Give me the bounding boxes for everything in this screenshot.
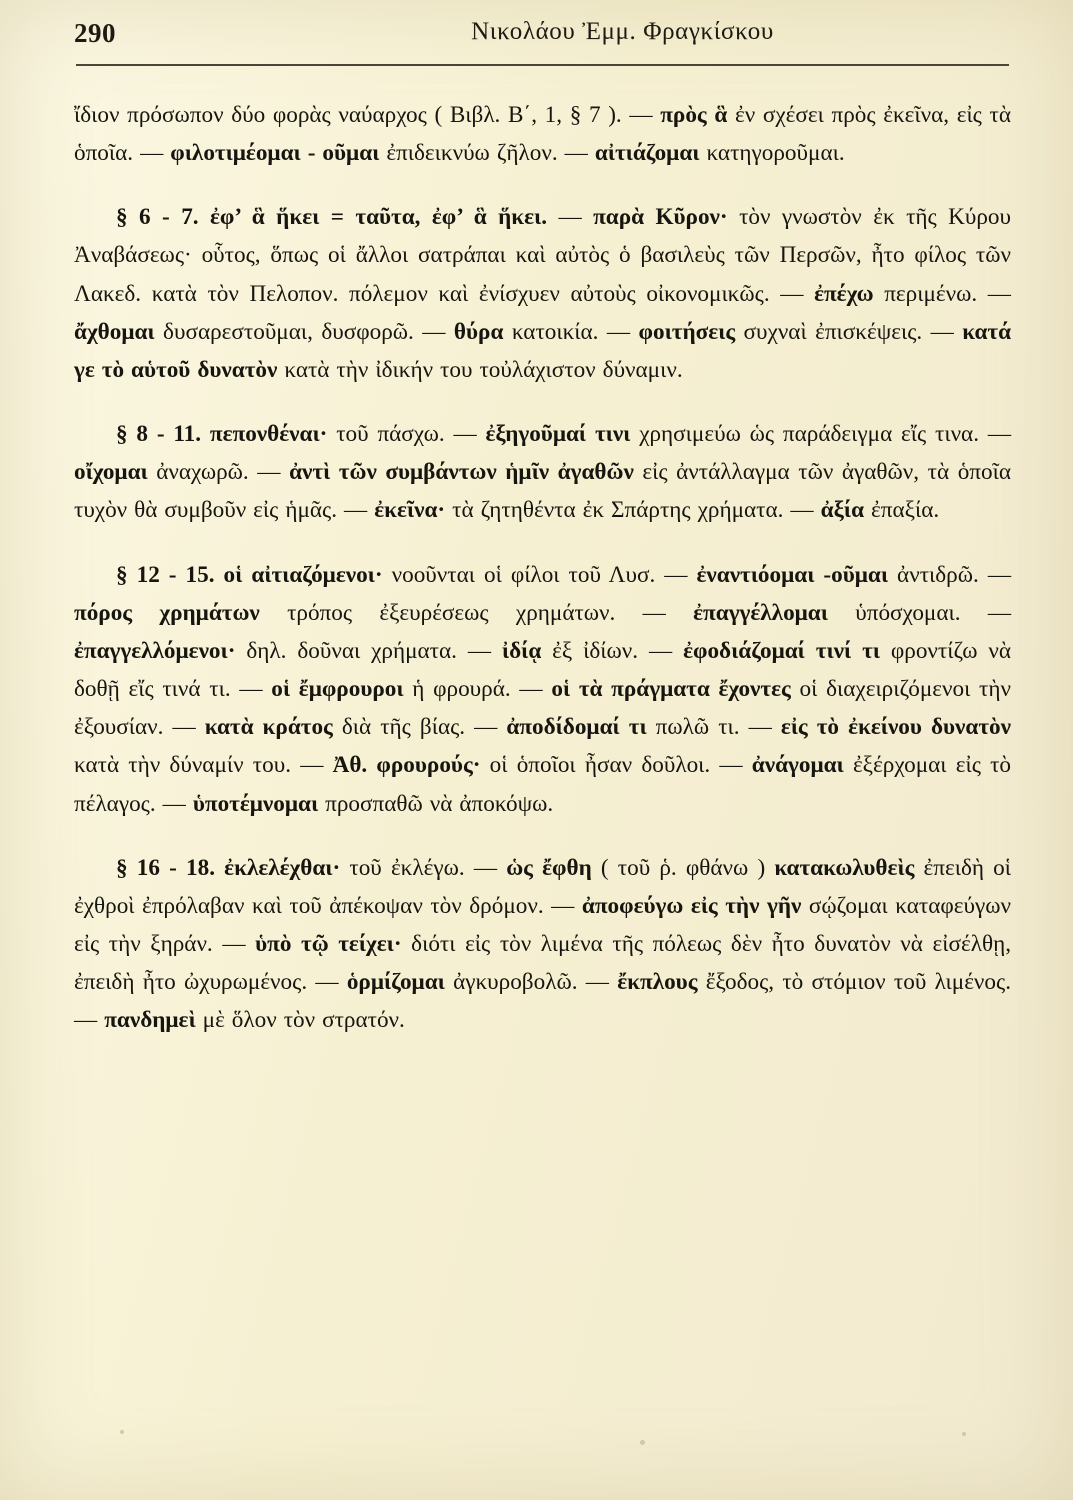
gloss-text: ἀναχωρῶ. — xyxy=(147,459,290,486)
page-body xyxy=(74,96,1011,1039)
lemma-text: ἐπαγγελλόμενοι· xyxy=(74,637,236,664)
lemma-text: ἐφοδιάζομαί τινί τι xyxy=(683,637,880,664)
gloss-text: δυσαρεστοῦμαι, δυσφορῶ. — xyxy=(154,318,454,345)
paper-speck xyxy=(640,1440,645,1445)
gloss-text: ἀγκυροβολῶ. — xyxy=(444,969,618,996)
gloss-text: μὲ ὅλον τὸν στρατόν. xyxy=(195,1007,405,1034)
lemma-text: ἀποφεύγω εἰς τὴν γῆν xyxy=(581,892,802,919)
lemma-text: πόρος χρημάτων xyxy=(74,599,260,626)
lemma-text: § 16 - 18. ἐκλελέχθαι· xyxy=(116,854,341,881)
gloss-text: ἐξ ἰδίων. — xyxy=(541,637,684,664)
paper-speck xyxy=(962,1432,966,1436)
lemma-text: § 8 - 11. πεπονθέναι· xyxy=(116,421,328,448)
gloss-text: συχναὶ ἐπισκέψεις. — xyxy=(735,318,963,345)
lemma-text: ἃ xyxy=(714,102,728,128)
gloss-text: οἱ ὁποῖοι ἦσαν δοῦλοι. — xyxy=(480,752,752,779)
gloss-text: κατὰ τὴν δύναμίν του. — xyxy=(74,752,333,779)
gloss-text: οἱ διαχειριζόμενοι τὴν ἐξουσίαν. — xyxy=(74,676,1011,741)
lemma-text: παρὰ Κῦρον· xyxy=(593,204,728,231)
lemma-text: κατὰ κράτος xyxy=(204,714,333,741)
lemma-text: αἰτιάζομαι xyxy=(594,140,700,167)
paragraph xyxy=(74,415,1011,529)
gloss-text: διότι εἰς τὸν λιμένα τῆς πόλεως δὲν ἦτο δυνατὸν νὰ εἰσέλθῃ, ἐπειδὴ ἦτο ὠχυρωμένος. — xyxy=(74,930,1011,996)
gloss-text: διὰ τῆς βίας. — xyxy=(332,714,507,741)
lemma-text: πανδημεὶ xyxy=(104,1007,196,1034)
gloss-text: κατοικία. — xyxy=(503,318,639,345)
gloss-text: σῴζομαι καταφεύγων εἰς τὴν ξηράν. — xyxy=(74,892,1011,957)
lemma-text: εἰς τὸ ἐκείνου δυνατὸν xyxy=(780,714,1011,741)
gloss-text: νοοῦνται οἱ φίλοι τοῦ Λυσ. — xyxy=(382,561,697,588)
gloss-text: πωλῶ τι. — xyxy=(646,714,781,741)
page-header xyxy=(74,18,1011,62)
paragraph xyxy=(74,198,1011,389)
lemma-text: ὁρμίζομαι xyxy=(346,969,445,996)
lemma-text: οἱ τὰ πράγματα ἔχοντες xyxy=(551,676,791,703)
lemma-text: § 6 - 7. ἐφ’ ἃ ἥκει = ταῦτα, ἐφ’ ἃ ἥκει. xyxy=(116,204,548,231)
lemma-text: πρὸς xyxy=(660,102,707,128)
gloss-text: ἴδιον πρόσωπον δύο φορὰς ναύαρχος ( Βιβλ. Β΄, 1, § 7 ). — xyxy=(74,102,661,128)
gloss-text: ἐπιδεικνύω ζῆλον. — xyxy=(379,140,595,167)
lemma-text: κατά γε τὸ αὑτοῦ δυνατὸν xyxy=(74,318,1012,383)
lemma-text: ὡς ἔφθη xyxy=(506,854,592,881)
lemma-text: ἐπαγγέλλομαι xyxy=(693,599,828,626)
gloss-text: κατηγοροῦμαι. xyxy=(699,140,845,167)
gloss-text: εἰς ἀντάλλαγμα τῶν ἀγαθῶν, τὰ ὁποῖα τυχὸν θὰ συμβοῦν εἰς ἡμᾶς. — xyxy=(74,459,1011,524)
paper-speck xyxy=(120,1430,124,1434)
lemma-text: ἀποδίδομαί τι xyxy=(506,714,647,741)
lemma-text: ἀντὶ τῶν συμβάντων ἡμῖν ἀγαθῶν xyxy=(289,459,634,486)
gloss-text: τρόπος ἐξευρέσεως χρημάτων. — xyxy=(259,599,694,626)
gloss-text: χρησιμεύω ὡς παράδειγμα εἴς τινα. — xyxy=(630,421,1012,448)
gloss-text: φροντίζω νὰ δοθῇ εἴς τινά τι. — xyxy=(74,637,1012,703)
gloss-text: προσπαθῶ νὰ ἀποκόψω. xyxy=(318,790,554,817)
page-number: 290 xyxy=(74,18,116,48)
gloss-text: τὰ ζητηθέντα ἐκ Σπάρτης χρήματα. — xyxy=(445,497,821,524)
lemma-text: ὑποτέμνομαι xyxy=(192,790,319,817)
lemma-text: ἀνάγομαι xyxy=(751,752,844,779)
gloss-text: ἐξέρχομαι εἰς τὸ πέλαγος. — xyxy=(74,752,1011,817)
gloss-text: — xyxy=(547,204,594,231)
lemma-text: ἰδίᾳ xyxy=(501,637,542,664)
lemma-text: θύρα xyxy=(453,318,504,345)
lemma-text: κατακωλυθεὶς xyxy=(774,854,915,881)
gloss-text: ἔξοδος, τὸ στόμιον τοῦ λιμένος. — xyxy=(74,969,1011,1034)
lemma-text: ἐξηγοῦμαί τινι xyxy=(485,421,631,448)
lemma-text: § 12 - 15. οἱ αἰτιαζόμενοι· xyxy=(116,561,383,588)
lemma-text: ἄχθομαι xyxy=(74,318,155,345)
gloss-text: δηλ. δοῦναι χρήματα. — xyxy=(235,637,502,664)
paragraph xyxy=(74,849,1011,1040)
gloss-text: ὑπόσχομαι. — xyxy=(827,599,1012,626)
gloss-text: ἡ φρουρά. — xyxy=(403,676,552,703)
lemma-text: ἀξία xyxy=(820,497,865,524)
gloss-text: ἀντιδρῶ. — xyxy=(888,561,1012,588)
gloss-text: τοῦ πάσχω. — xyxy=(327,421,486,448)
running-title: Νικολάου Ἐμμ. Φραγκίσκου xyxy=(471,18,774,45)
lemma-text: οἱ ἔμφρουροι xyxy=(271,676,404,703)
lemma-text: οἴχομαι xyxy=(74,459,148,486)
gloss-text: ἐπειδὴ οἱ ἐχθροὶ ἐπρόλαβαν καὶ τοῦ ἀπέκοψαν τὸν δρόμον. — xyxy=(74,854,1011,919)
gloss-text: ἐν σχέσει πρὸς ἐκεῖνα, εἰς τὰ ὁποῖα. — xyxy=(74,102,1011,167)
lemma-text: ἔκπλους xyxy=(617,969,698,996)
header-rule xyxy=(76,64,1009,66)
lemma-text: ἐκεῖνα· xyxy=(374,497,446,524)
lemma-text: φιλοτιμέομαι - οῦμαι xyxy=(170,140,380,167)
gloss-text: ἐπαξία. xyxy=(864,497,940,524)
paragraph xyxy=(74,96,1011,172)
lemma-text: φοιτήσεις xyxy=(638,318,736,345)
gloss-text: τὸν γνωστὸν ἐκ τῆς Κύρου Ἀναβάσεως· οὗτος, ὅπως οἱ ἄλλοι σατράπαι καὶ αὐτὸς ὁ βασιλεὺς τῶν Περσῶν, ἦτο φίλος τῶν Λακεδ. κατὰ τὸν Πελοπον. πόλεμον καὶ ἐνίσχυεν αὐτοὺς οἰκονομικῶς. — xyxy=(74,204,1011,307)
paragraph xyxy=(74,556,1011,823)
lemma-text: Ἀθ. φρουρούς· xyxy=(332,752,481,779)
gloss-text: κατὰ τὴν ἰδικήν του τοὐλάχιστον δύναμιν. xyxy=(277,356,683,383)
gloss-text: περιμένω. — xyxy=(873,280,1011,307)
lemma-text: ὑπὸ τῷ τείχει· xyxy=(255,930,402,957)
lemma-text: ἐπέχω xyxy=(814,280,874,307)
gloss-text: ( τοῦ ῥ. φθάνω ) xyxy=(591,854,775,881)
lemma-text: ἐναντιόομαι -οῦμαι xyxy=(696,561,889,588)
gloss-text: τοῦ ἐκλέγω. — xyxy=(340,854,507,881)
